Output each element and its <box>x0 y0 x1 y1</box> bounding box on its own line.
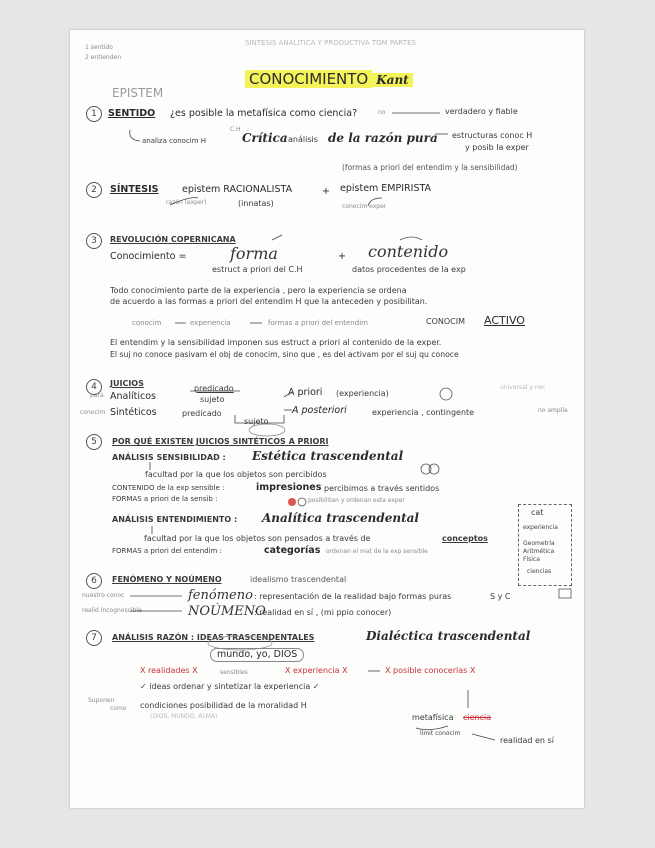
s1-formas: (formas a priori del entendim y la sensibilidad) <box>342 163 518 172</box>
s6-idealismo: idealismo trascendental <box>250 575 347 584</box>
section1-heading: SENTIDO <box>108 108 156 119</box>
s1-ch: C.H <box>230 126 241 133</box>
s4-left-note1: para <box>90 392 104 399</box>
s1-analiza: analiza conocim H <box>142 137 207 145</box>
s5-facultad1: facultad por la que los objetos son percibidos <box>145 470 327 479</box>
s4-right-note2: no amplía <box>538 407 568 414</box>
s5-ordenan: ordenan el mat de la exp sensible <box>326 548 428 555</box>
s4-apriori: A priori <box>288 387 323 398</box>
s4-predicado: predicado <box>182 409 222 418</box>
s7-realidad: realidad en sí <box>500 736 554 745</box>
s5-contenido-exp: CONTENIDO de la exp sensible : <box>112 484 225 492</box>
section-number-1: 1 <box>86 106 102 122</box>
s2-innatas: (innatas) <box>238 199 274 208</box>
s6-realid: realid incognoscible <box>82 607 142 614</box>
s1-no: no <box>378 109 386 116</box>
s3-p1-line1: Todo conocimiento parte de la experiencia , pero la experiencia se ordena <box>110 286 407 295</box>
s5-analitica: Analítica trascendental <box>262 511 419 525</box>
s7-como: como <box>110 705 127 712</box>
s4-frac-bot: sujeto <box>200 395 225 404</box>
section-number-4: 4 <box>86 379 102 395</box>
circle-mundo <box>208 636 272 650</box>
s3-p1-line2: de acuerdo a las formas a priori del entendim H que la anteceden y posibilitan. <box>110 297 428 306</box>
box-ciencias: ciencias <box>527 568 552 575</box>
s7-ideas: ✓ ideas ordenar y sintetizar la experiencia ✓ <box>140 682 320 691</box>
s3-plus: + <box>338 251 346 262</box>
s3-p2-line2: El suj no conoce pasivam el obj de conocim, sino que , es del activam por el suj qu conoce <box>110 350 459 359</box>
s3-conocimiento: Conocimiento = <box>110 251 187 262</box>
s1-verdad: verdadero y fiable <box>445 107 518 116</box>
section-number-7: 7 <box>86 630 102 646</box>
s7-metafisica: metafísica <box>412 713 454 722</box>
arrow-forma <box>272 235 282 240</box>
s4-apriori-note: (experiencia) <box>336 389 389 398</box>
s7-faint-line: (DIOS, MUNDO, ALMA) <box>150 713 218 720</box>
s3-forma-sub: estruct a priori del C.H <box>212 265 303 274</box>
epistem-label: EPISTEM <box>112 86 164 100</box>
s1-analisis: análisis <box>288 135 318 144</box>
s4-frac-top: predicado <box>194 384 234 393</box>
box-cat: cat <box>531 508 544 517</box>
circle-sujeto <box>249 424 285 436</box>
section4-heading: JUICIOS <box>110 379 144 388</box>
s7-x3: X posible conocerlas X <box>385 666 476 675</box>
section5-heading: POR QUÉ EXISTEN JUICIOS SINTÉTICOS A PRIORI <box>112 437 329 446</box>
s2-plus: + <box>322 186 330 197</box>
box-aritmetica: Aritmética <box>523 548 555 555</box>
s2-empirista: epistem EMPIRISTA <box>340 183 432 194</box>
s4-aposteriori-note: experiencia , contingente <box>372 408 475 417</box>
face-icon <box>298 498 306 506</box>
s5-estetica: Estética trascendental <box>252 449 404 463</box>
s2-conocim-exper: conocim exper <box>342 203 387 210</box>
s7-x1: X realidades X <box>140 666 198 675</box>
annotation-arrows <box>70 30 584 808</box>
s6-noumeno: NOÚMENO <box>188 604 266 619</box>
margin-note-entienden: 2 entienden <box>85 54 122 61</box>
red-dot-icon <box>288 498 296 506</box>
s6-nuestro: nuestro conoc <box>82 592 125 599</box>
title-main: CONOCIMIENTO <box>245 70 372 88</box>
s2-razon-exper: razón (exper) <box>166 199 207 206</box>
s7-x2: X experiencia X <box>285 666 348 675</box>
box-fisica: Física <box>523 556 540 563</box>
s7-dialectica: Dialéctica trascendental <box>366 629 531 643</box>
arrow-realidad <box>472 734 495 740</box>
s4-sujeto: sujeto <box>244 417 269 426</box>
s1-razon-pura: de la razón pura <box>328 131 438 145</box>
s4-sinteticos: Sintéticos <box>110 407 157 418</box>
s5-formas-ent: FORMAS a priori del entendim : <box>112 547 222 555</box>
s3-formas-priori: formas a priori del entendim <box>268 319 368 327</box>
section3-heading: REVOLUCIÓN COPERNICANA <box>110 235 236 244</box>
s3-p2-line1: El entendim y la sensibilidad imponen sus estruct a priori al contenido de la exper. <box>110 338 442 347</box>
arrow-contenido <box>400 237 422 240</box>
s4-left-note2: conocim <box>80 409 106 416</box>
section6-heading: FENÓMENO Y NOÚMENO <box>112 575 222 584</box>
section-number-6: 6 <box>86 573 102 589</box>
s5-ent-label: ANÁLISIS ENTENDIMIENTO : <box>112 515 238 524</box>
s6-nou-def: : realidad en sí , (mi ppio conocer) <box>254 608 392 617</box>
eyes-icon-2 <box>429 464 439 474</box>
s5-percibimos: percibimos a través sentidos <box>324 484 440 493</box>
s3-contenido-sub: datos procedentes de la exp <box>352 265 466 274</box>
box-geometria: Geometría <box>523 540 555 547</box>
bracket-sujeto <box>235 415 284 423</box>
s1-estructuras: estructuras conoc H <box>452 131 533 140</box>
s6-syc: S y C <box>490 592 511 601</box>
s5-impresiones: impresiones <box>256 482 322 493</box>
s5-facultad2: facultad por la que los objetos son pensados a través de <box>144 534 371 543</box>
easel-icon <box>559 589 571 598</box>
s5-categorias: categorías <box>264 545 321 556</box>
s7-limit: limit conocim <box>420 730 461 737</box>
section-number-2: 2 <box>86 182 102 198</box>
brain-icon <box>440 388 452 400</box>
title-sub: Kant <box>372 73 412 87</box>
s5-posibilitan: posibilitan y ordenan esta exper <box>308 497 405 504</box>
section-number-5: 5 <box>86 434 102 450</box>
s3-conocim: conocim <box>132 319 162 327</box>
arrow-razon <box>170 198 198 205</box>
box-experiencia: experiencia <box>523 524 558 531</box>
s4-aposteriori: A posteriori <box>292 405 347 416</box>
header-faint-text: SÍNTESIS ANALÍTICA Y PRODUCTIVA TOM PARTES <box>245 39 416 47</box>
margin-note-sentido: 1 sentido <box>85 44 113 51</box>
section2-heading: SÍNTESIS <box>110 184 159 195</box>
section7-heading: ANÁLISIS RAZÓN : IDEAS TRASCENDENTALES <box>112 633 315 642</box>
s3-conocim-activo: CONOCIM <box>426 317 466 326</box>
s4-analiticos: Analíticos <box>110 391 156 402</box>
s1-question: ¿es posible la metafísica como ciencia? <box>170 108 358 119</box>
arrow-apriori <box>284 392 292 397</box>
s5-formas-sens: FORMAS a priori de la sensib : <box>112 495 218 503</box>
s5-sens-label: ANÁLISIS SENSIBILIDAD : <box>112 453 226 462</box>
s2-racionalista: epistem RACIONALISTA <box>182 184 293 195</box>
arrow-limit <box>416 726 448 730</box>
s3-experiencia: experiencia <box>190 319 231 327</box>
s3-forma: forma <box>230 244 278 263</box>
s3-contenido: contenido <box>368 242 449 261</box>
notebook-page <box>70 30 584 808</box>
section-number-3: 3 <box>86 233 102 249</box>
s7-x1-note: sensibles <box>220 669 248 676</box>
arrow-exper <box>368 198 382 206</box>
s6-fen-def: : representación de la realidad bajo formas puras <box>254 592 452 601</box>
s1-posib: y posib la exper <box>465 143 529 152</box>
s7-condiciones: condiciones posibilidad de la moralidad H <box>140 701 307 710</box>
s7-ciencia: ciencia <box>463 713 492 722</box>
s5-conceptos: conceptos <box>442 534 488 543</box>
s7-mundo: mundo, yo, DIOS <box>210 648 304 662</box>
s1-critica: Crítica <box>242 131 288 145</box>
s3-activo: ACTIVO <box>484 314 525 327</box>
arrow-analiza <box>130 130 140 141</box>
s7-suponen: Suponen <box>88 697 115 704</box>
s6-fenomeno: fenómeno <box>188 588 253 603</box>
eyes-icon <box>421 464 431 474</box>
s4-right-note1: universal y nec <box>500 384 546 391</box>
